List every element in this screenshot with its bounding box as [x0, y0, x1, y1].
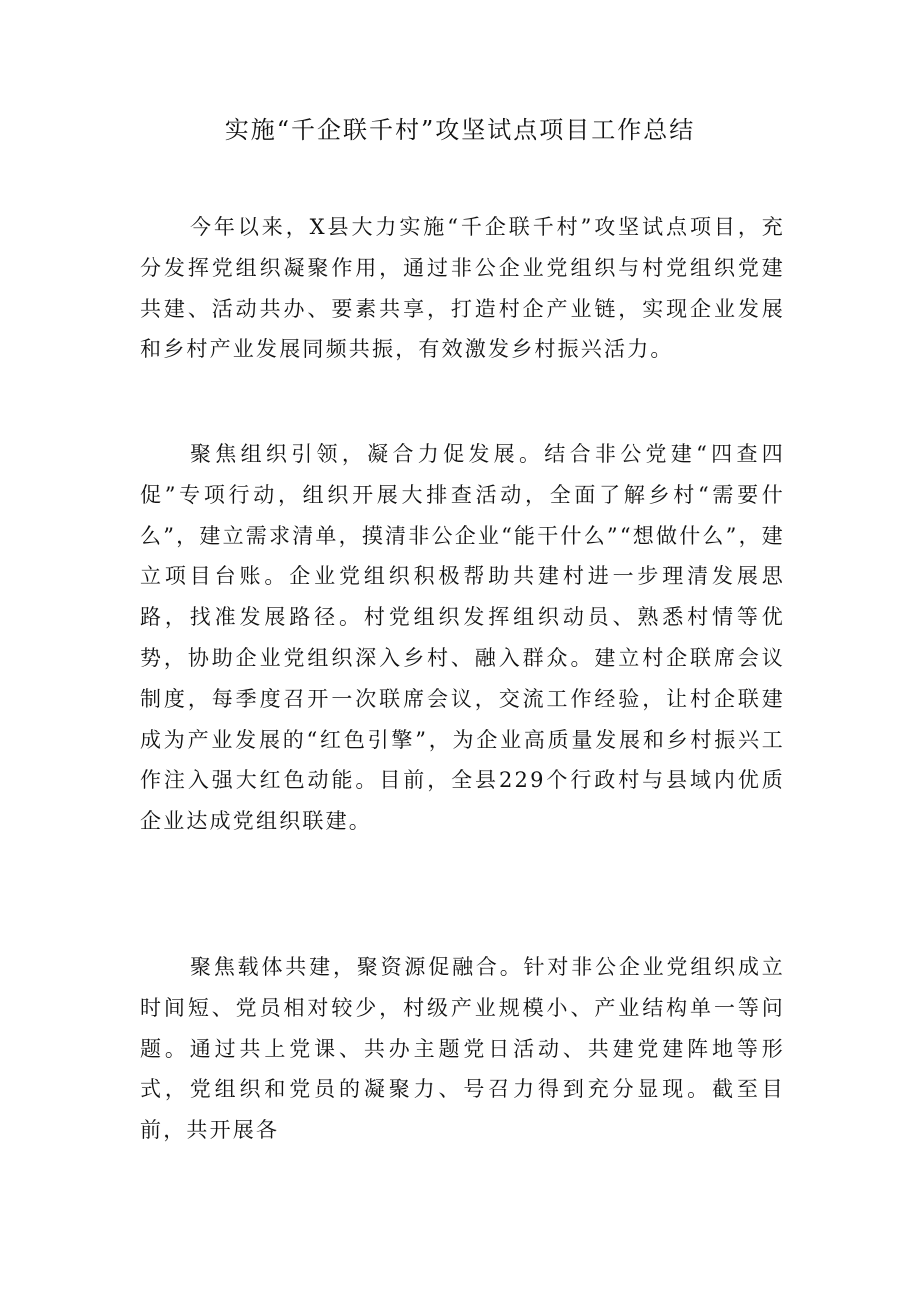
paragraph-carrier: 聚焦载体共建，聚资源促融合。针对非公企业党组织成立时间短、党员相对较少，村级产业规模小、产业结构单一等问题。通过共上党课、共办主题党日活动、共建党建阵地等形式，党组织和党员的凝聚力、号召力得到充分显现。截至目前，共开展各 — [140, 955, 785, 1143]
document-title: 实施“千企联千村”攻坚试点项目工作总结 — [224, 116, 696, 144]
paragraph-intro: 今年以来，X县大力实施“千企联千村”攻坚试点项目，充分发挥党组织凝聚作用，通过非公企业党组织与村党组织党建共建、活动共办、要素共享，打造村企产业链，实现企业发展和乡村产业发展同频共振，有效激发乡村振兴活力。 — [140, 215, 785, 362]
paragraph-organization: 聚焦组织引领，凝合力促发展。结合非公党建“四查四促”专项行动，组织开展大排查活动，全面了解乡村“需要什么”，建立需求清单，摸清非公企业“能干什么”“想做什么”，建立项目台账。企业党组织积极帮助共建村进一步理清发展思路，找准发展路径。村党组织发挥组织动员、熟悉村情等优势，协助企业党组织深入乡村、融入群众。建立村企联席会议制度，每季度召开一次联席会议，交流工作经验，让村企联建成为产业发展的“红色引擎”，为企业高质量发展和乡村振兴工作注入强大红色动能。目前，全县229个行政村与县域内优质企业达成党组织联建。 — [140, 442, 785, 834]
